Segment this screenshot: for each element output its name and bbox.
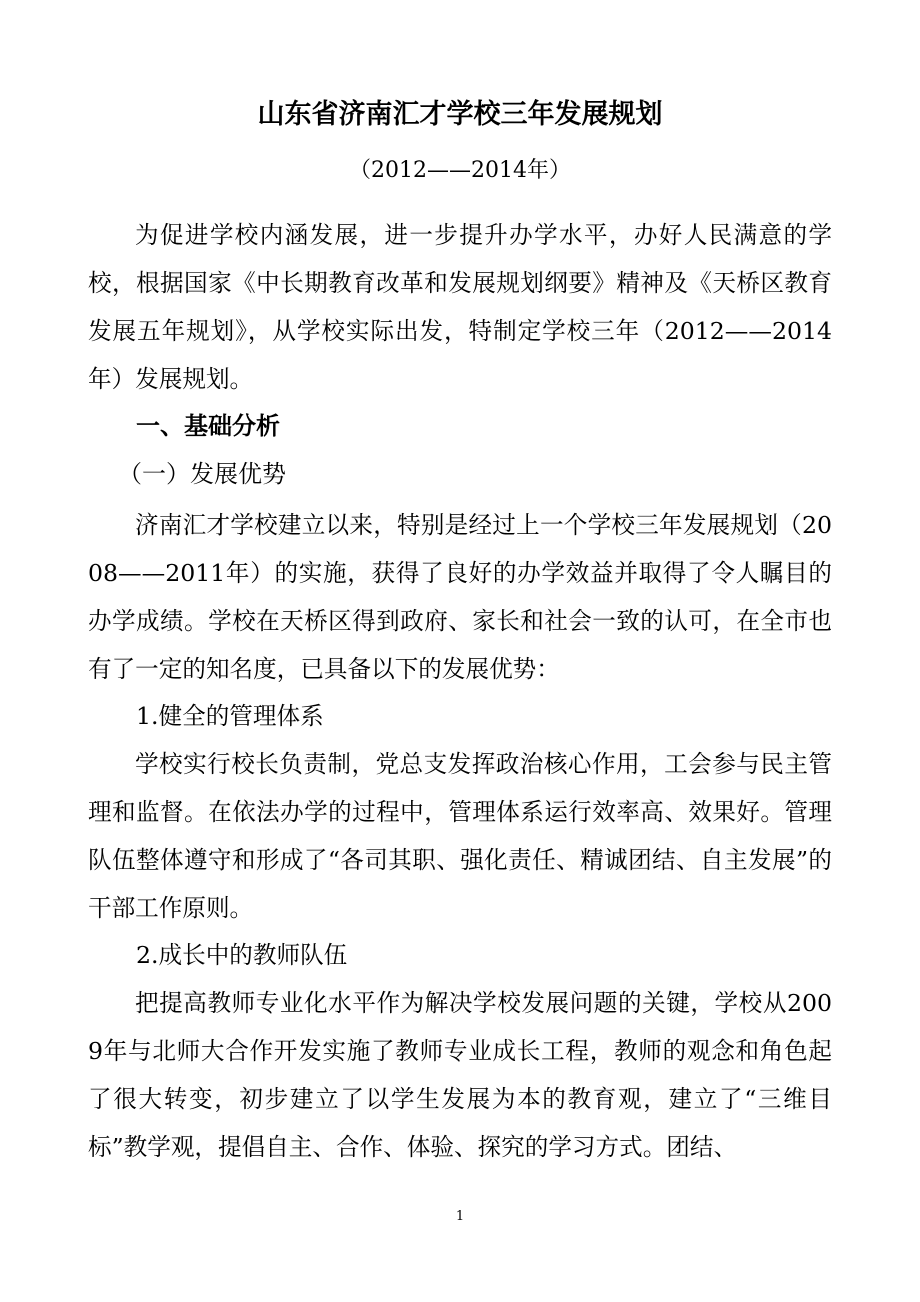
intro-paragraph: 为促进学校内涵发展，进一步提升办学水平，办好人民满意的学校，根据国家《中长期教育改革和发展规划纲要》精神及《天桥区教育发展五年规划》，从学校实际出发，特制定学校三年（2012——2014年）发展规划。 [88,221,832,393]
section-heading-basic-analysis: 一、基础分析 [136,412,280,440]
item-heading-management: 1.健全的管理体系 [136,702,324,730]
item-heading-teachers: 2.成长中的教师队伍 [136,941,348,969]
subsection-heading-advantages: （一）发展优势 [118,460,286,488]
document-title: 山东省济南汇才学校三年发展规划 [257,99,663,130]
management-paragraph: 学校实行校长负责制，党总支发挥政治核心作用，工会参与民主管理和监督。在依法办学的过程中，管理体系运行效率高、效果好。管理队伍整体遵守和形成了“各司其职、强化责任、精诚团结、自主发展”的干部工作原则。 [88,750,832,922]
teachers-paragraph: 把提高教师专业化水平作为解决学校发展问题的关键，学校从2009年与北师大合作开发实施了教师专业成长工程，教师的观念和角色起了很大转变，初步建立了以学生发展为本的教育观，建立了“三维目标”教学观，提倡自主、合作、体验、探究的学习方式。团结、 [88,989,832,1161]
document-subtitle: （2012——2014年） [349,158,571,183]
page-number: 1 [455,1209,465,1224]
advantages-paragraph: 济南汇才学校建立以来，特别是经过上一个学校三年发展规划（2008——2011年）的实施，获得了良好的办学效益并取得了令人瞩目的办学成绩。学校在天桥区得到政府、家长和社会一致的认可，在全市也有了一定的知名度，已具备以下的发展优势： [88,511,832,683]
